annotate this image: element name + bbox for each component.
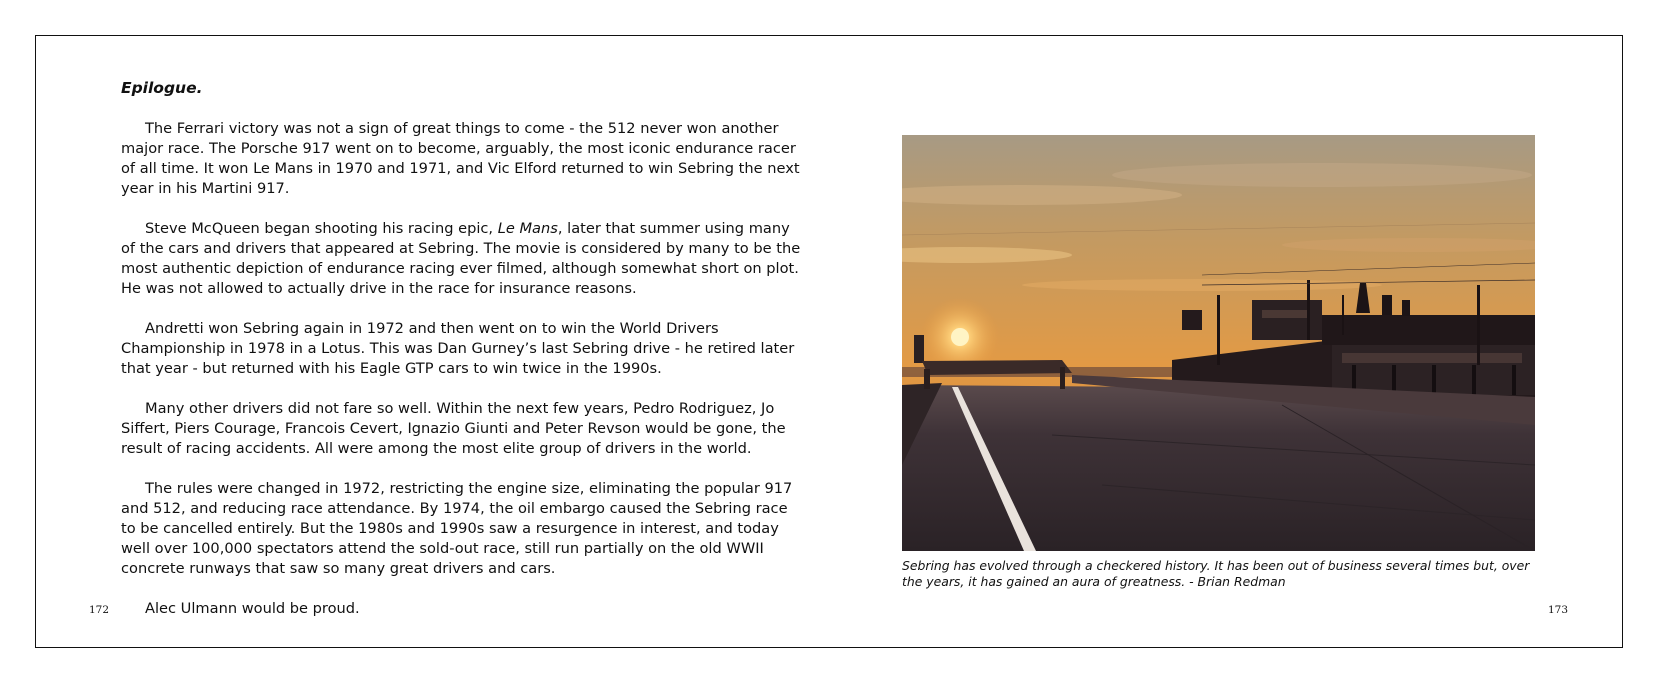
paragraph-5: The rules were changed in 1972, restricting the engine size, eliminating the popular 917 and 512, and reducing race attendance. By 1974, the oil embargo caused the Sebring race to be cancelled entirely. But the 1980s and 1990s saw a resurgence in interest, and today well over 100,000 spectators attend the sold-out race, still run partially on the old WWII concrete runways that saw so many great drivers and cars. [121,480,793,577]
paragraph-6: Alec Ulmann would be proud. [145,600,360,617]
paragraph-3: Andretti won Sebring again in 1972 and then went on to win the World Drivers Championship in 1978 in a Lotus. This was Dan Gurney’s last Sebring drive - he retired later that year - but returned with his Eagle GTP cars to win twice in the 1990s. [121,320,795,377]
paragraph-2-end: , later that summer using many of the cars and drivers that appeared at Sebring. The movie is considered by many to be the most authentic depiction of endurance racing ever filmed, although somewhat short on plot. He was not allowed to actually drive in the race for insurance reasons. [121,220,801,297]
page-number-right: 173 [1548,604,1569,616]
paragraph-2-start: Steve McQueen began shooting his racing epic, [145,220,498,237]
paragraph-2 [121,219,801,299]
sebring-sunset-photo [902,135,1535,551]
chapter-heading: Epilogue. [121,79,203,97]
page-number-left: 172 [89,604,110,616]
paragraph-1: The Ferrari victory was not a sign of great things to come - the 512 never won another major race. The Porsche 917 went on to become, arguably, the most iconic endurance racer of all time. It won Le Mans in 1970 and 1971, and Vic Elford returned to win Sebring the next year in his Martini 917. [121,120,800,197]
photo-caption: Sebring has evolved through a checkered history. It has been out of business several times but, over the years, it has gained an aura of greatness. - Brian Redman [902,558,1530,589]
body-text [121,119,801,619]
paragraph-4: Many other drivers did not fare so well. Within the next few years, Pedro Rodriguez, Jo Siffert, Piers Courage, Francois Cevert, Ignazio Giunti and Peter Revson would be gone, the result of racing accidents. All were among the most elite group of drivers in the world. [121,400,786,457]
film-title: Le Mans [497,220,558,237]
